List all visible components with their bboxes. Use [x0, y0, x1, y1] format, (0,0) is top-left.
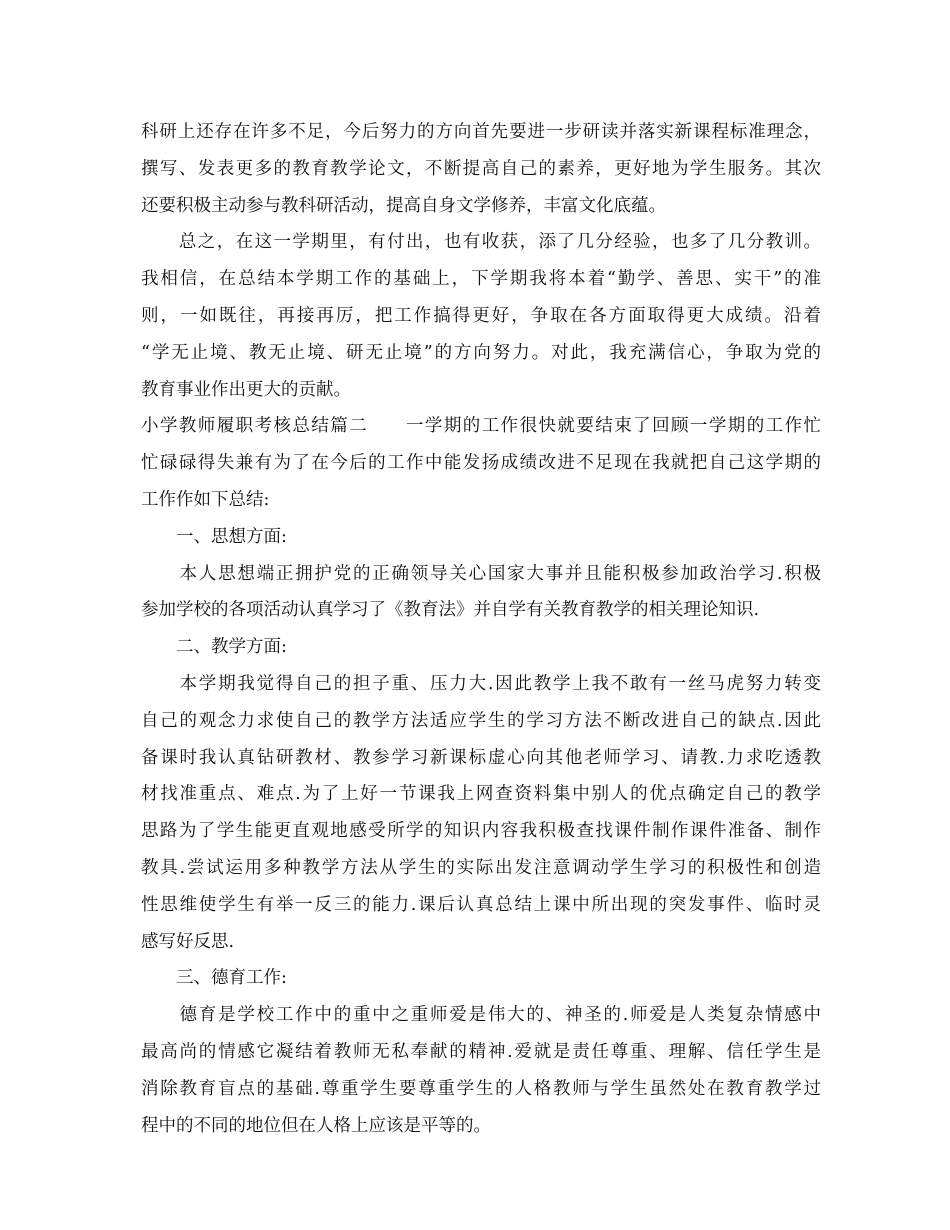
- text-line: 工作作如下总结:: [141, 489, 270, 510]
- text-line: 备课时我认真钻研教材、教参学习新课标虚心向其他老师学习、请教.力求吃透教: [141, 747, 821, 768]
- document-body: [141, 114, 821, 1144]
- text-line: 本人思想端正拥护党的正确领导关心国家大事并且能积极参加政治学习.积极: [141, 563, 821, 584]
- text-line: 程中的不同的地位但在人格上应该是平等的。: [141, 1115, 491, 1136]
- text-line: 自己的观念力求使自己的教学方法适应学生的学习方法不断改进自己的缺点.因此: [141, 710, 821, 731]
- text-line: 我相信，在总结本学期工作的基础上，下学期我将本着“勤学、善思、实干”的准: [141, 269, 821, 290]
- text-line: 小学教师履职考核总结篇二 一学期的工作很快就要结束了回顾一学期的工作忙: [141, 416, 821, 437]
- text-line: 最高尚的情感它凝结着教师无私奉献的精神.爱就是责任尊重、理解、信任学生是: [141, 1041, 821, 1062]
- text-line: 性思维使学生有举一反三的能力.课后认真总结上课中所出现的突发事件、临时灵: [141, 894, 821, 915]
- text-line: 一、思想方面:: [141, 526, 287, 547]
- text-line: 还要积极主动参与教科研活动，提高自身文学修养，丰富文化底蕴。: [141, 195, 666, 216]
- text-line: “学无止境、教无止境、研无止境”的方向努力。对此，我充满信心，争取为党的: [141, 342, 821, 363]
- text-line: 科研上还存在许多不足，今后努力的方向首先要进一步研读并落实新课程标准理念，: [141, 122, 821, 142]
- text-line: 三、德育工作:: [141, 968, 287, 989]
- text-line: 消除教育盲点的基础.尊重学生要尊重学生的人格教师与学生虽然处在教育教学过: [141, 1078, 821, 1099]
- text-line: 本学期我觉得自己的担子重、压力大.因此教学上我不敢有一丝马虎努力转变: [141, 673, 821, 694]
- text-line: 思路为了学生能更直观地感受所学的知识内容我积极查找课件制作课件准备、制作: [141, 821, 821, 842]
- text-line: 忙碌碌得失兼有为了在今后的工作中能发扬成绩改进不足现在我就把自己这学期的: [141, 453, 821, 474]
- text-line: 则，一如既往，再接再厉，把工作搞得更好，争取在各方面取得更大成绩。沿着: [141, 305, 821, 326]
- text-line: 二、教学方面:: [141, 637, 287, 658]
- text-line: 教育事业作出更大的贡献。: [141, 379, 351, 400]
- text-line: 参加学校的各项活动认真学习了《教育法》并自学有关教育教学的相关理论知识.: [141, 600, 760, 621]
- text-line: 材找准重点、难点.为了上好一节课我上网查资料集中别人的优点确定自己的教学: [141, 784, 821, 805]
- text-line: 教具.尝试运用多种教学方法从学生的实际出发注意调动学生学习的积极性和创造: [141, 857, 821, 878]
- text-line: 感写好反思.: [141, 931, 235, 952]
- text-line: 撰写、发表更多的教育教学论文，不断提高自己的素养，更好地为学生服务。其次: [141, 158, 821, 179]
- text-line: 德育是学校工作中的重中之重师爱是伟大的、神圣的.师爱是人类复杂情感中: [141, 1005, 821, 1026]
- text-line: 总之，在这一学期里，有付出，也有收获，添了几分经验，也多了几分教训。: [141, 232, 821, 253]
